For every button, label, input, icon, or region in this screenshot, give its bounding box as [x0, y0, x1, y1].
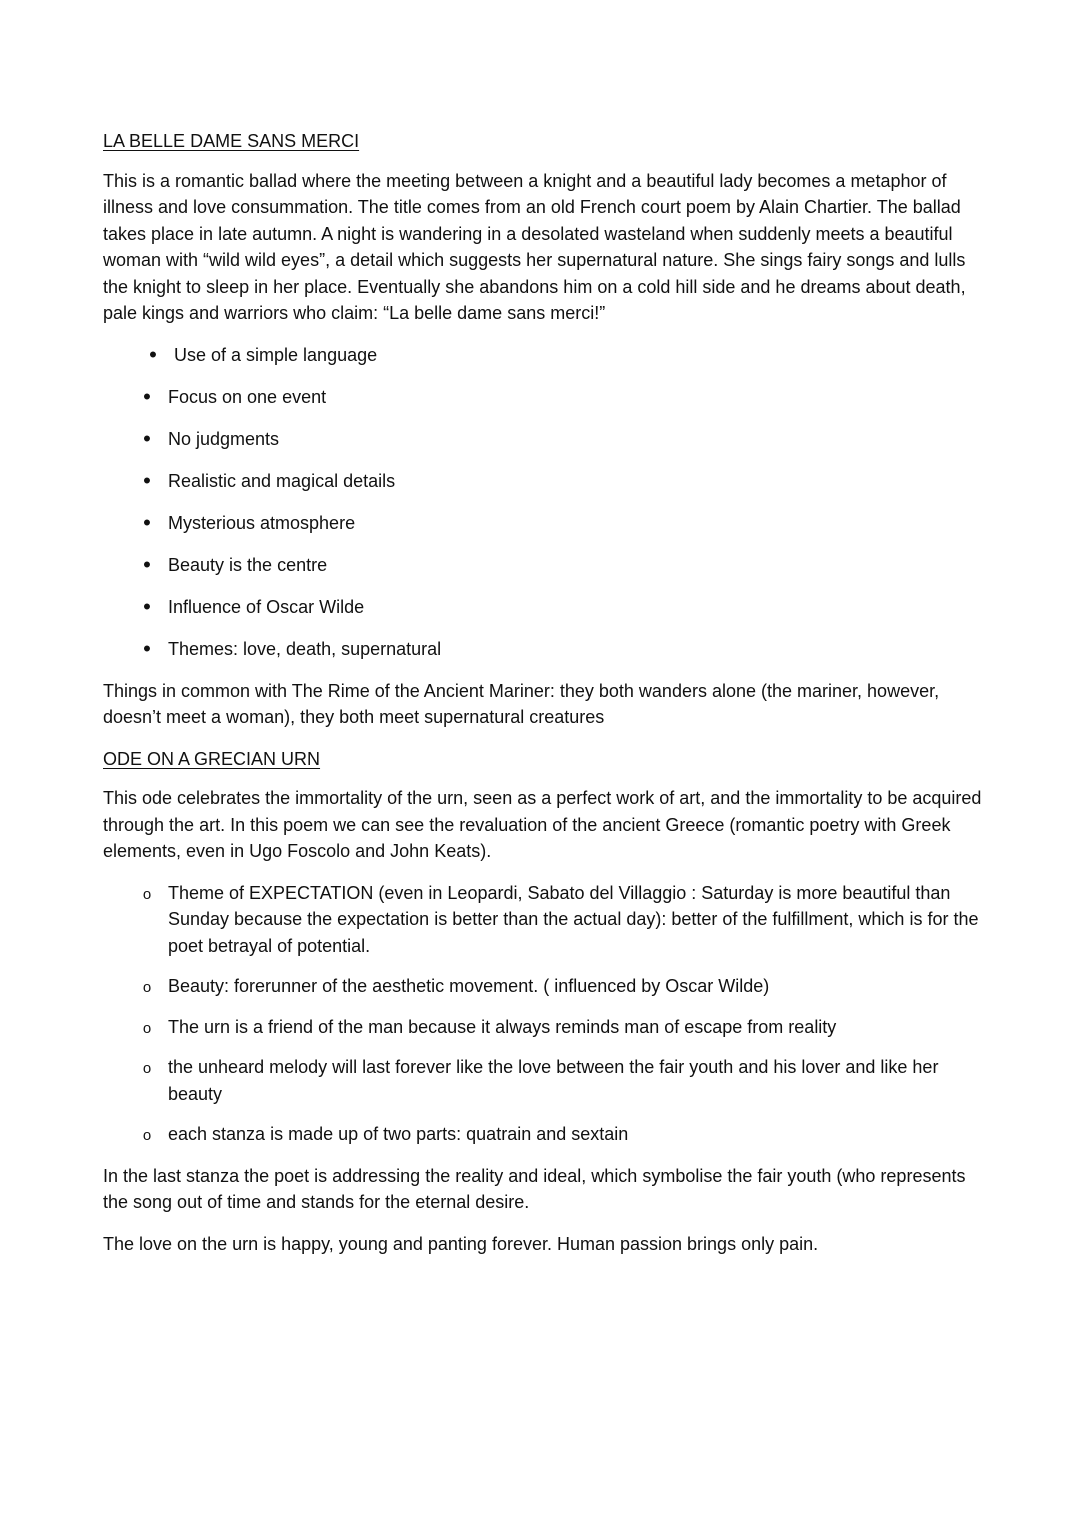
section-paragraph-intro: This is a romantic ballad where the meeting between a knight and a beautiful lady becomes a metaphor of illness and love consummation. The title comes from an old French court poem by Alain Chartier. The ballad takes place in late autumn. A night is wandering in a desolated wasteland when suddenly meets a beautiful woman with “wild wild eyes”, a detail which suggests her supernatural nature. She sings fairy songs and lulls the knight to sleep in her place. Eventually she abandons him on a cold hill side and he dreams about death, pale kings and warriors who claim: “La belle dame sans merci!” [103, 170, 966, 323]
circle-bullet-icon [137, 1054, 157, 1083]
bullet-icon [137, 510, 157, 538]
section-heading-grecian-urn: ODE ON A GRECIAN URN [103, 748, 321, 769]
section-paragraph-last-stanza: In the last stanza the poet is addressing the reality and ideal, which symbolise the fair youth (who represents the song out of time and stands for the eternal desire. [103, 1165, 966, 1212]
section-paragraph-ode-intro: This ode celebrates the immortality of the urn, seen as a perfect work of art, and the immortality to be acquired through the art. In this poem we can see the revaluation of the ancient Greece (romantic poetry with Greek elements, even in Ugo Foscolo and John Keats). [103, 788, 982, 861]
bullet-icon [137, 594, 157, 622]
bullet-icon [137, 636, 157, 664]
list-item: • No judgments [103, 426, 983, 453]
circle-bullet-icon [137, 880, 157, 909]
list-item: o Theme of EXPECTATION (even in Leopardi, Sabato del Villaggio : Saturday is more beautiful than Sunday because the expectation is better than the actual day): better of the fulfillment, which is for the poet betrayal of potential. [103, 880, 983, 960]
bullet-icon [143, 342, 163, 370]
section-paragraph-comparison: Things in common with The Rime of the Ancient Mariner: they both wanders alone (the mariner, however, doesn’t meet a woman), they both meet supernatural creatures [103, 680, 940, 727]
list-item: • Influence of Oscar Wilde [103, 594, 983, 621]
circle-bullet-icon [137, 1014, 157, 1043]
list-item: • Themes: love, death, supernatural [103, 636, 983, 663]
bullet-icon [137, 384, 157, 412]
bullet-icon [137, 426, 157, 454]
list-item: • Use of a simple language [103, 342, 983, 369]
feature-bullet-list [103, 342, 983, 663]
list-item: • Mysterious atmosphere [103, 510, 983, 537]
notes-content [103, 128, 983, 1272]
theme-circle-list [103, 880, 983, 1148]
list-item: • Focus on one event [103, 384, 983, 411]
circle-bullet-icon [137, 1121, 157, 1150]
list-item: o each stanza is made up of two parts: quatrain and sextain [103, 1121, 983, 1148]
list-item: o the unheard melody will last forever like the love between the fair youth and his lover and like her beauty [103, 1054, 983, 1107]
circle-bullet-icon [137, 973, 157, 1002]
section-paragraph-conclusion: The love on the urn is happy, young and panting forever. Human passion brings only pain. [103, 1233, 819, 1254]
bullet-icon [137, 468, 157, 496]
bullet-icon [137, 552, 157, 580]
list-item: • Realistic and magical details [103, 468, 983, 495]
section-heading-la-belle-dame: LA BELLE DAME SANS MERCI [103, 131, 360, 151]
list-item: o The urn is a friend of the man because it always reminds man of escape from reality [103, 1014, 983, 1041]
list-item: • Beauty is the centre [103, 552, 983, 579]
list-item: o Beauty: forerunner of the aesthetic movement. ( influenced by Oscar Wilde) [103, 973, 983, 1000]
